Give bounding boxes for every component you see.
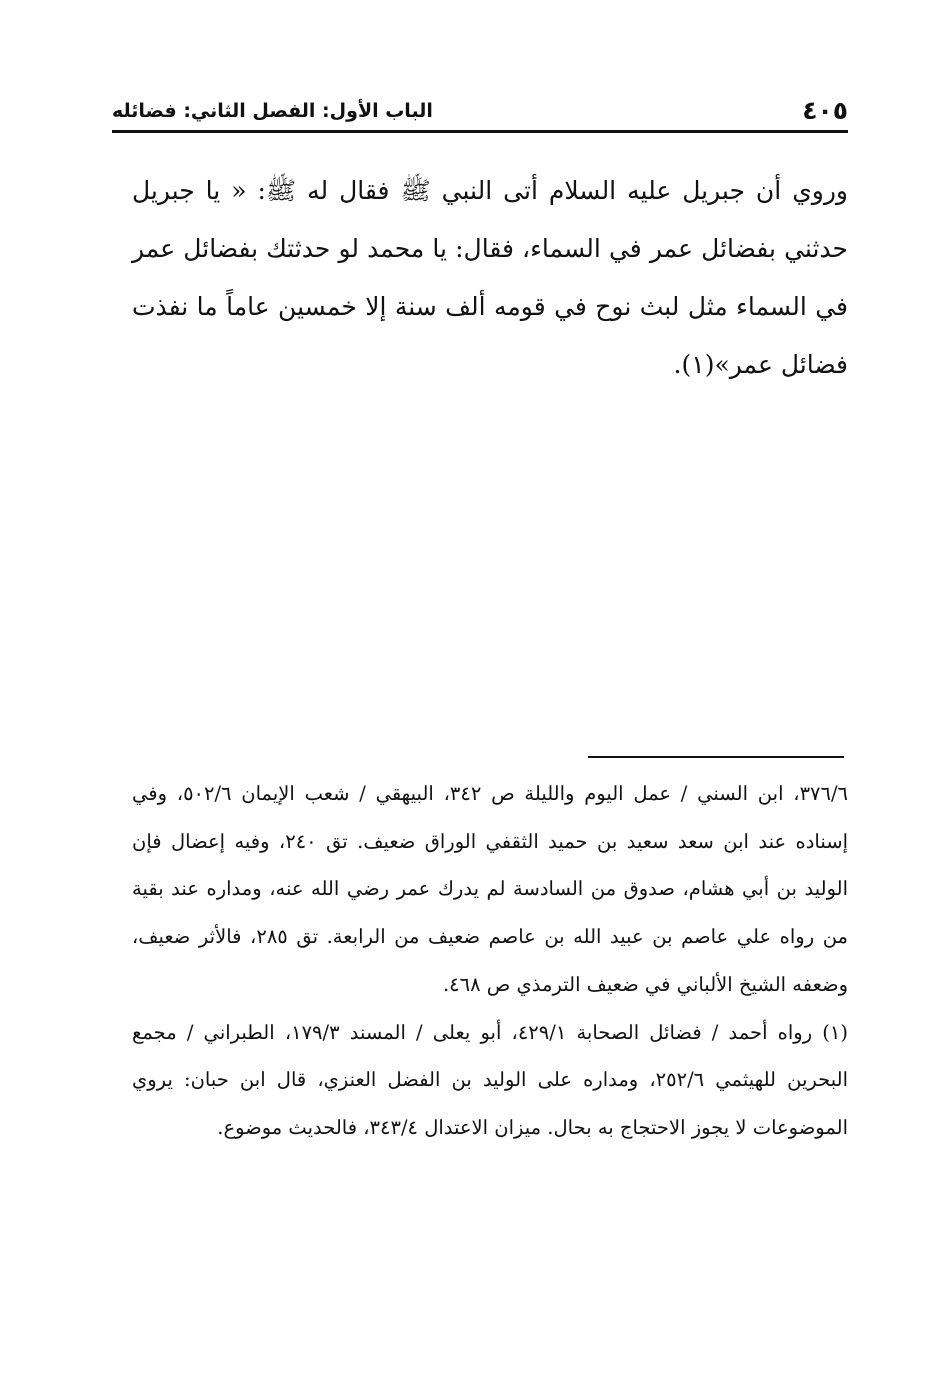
footnote-1 [132,1009,848,1152]
header-rule [112,130,848,133]
footnote-1-text: رواه أحمد / فضائل الصحابة ٤٢٩/١، أبو يعلى / المسند ١٧٩/٣، الطبراني / مجمع البحرين للهيثمي ٢٥٢/٦، ومداره على الوليد بن الفضل العنزي، قال ابن حبان: يروي الموضوعات لا يجوز الاحتجاج به بحال. ميزان الاعتدال ٣٤٣/٤، فالحديث موضوع. [132,1020,848,1139]
running-head: الباب الأول: الفصل الثاني: فضائله [112,100,433,122]
page-number: ٤٠٥ [802,96,848,125]
footnote-continuation: ٣٧٦/٦، ابن السني / عمل اليوم والليلة ص ٣٤٢، البيهقي / شعب الإيمان ٥٠٢/٦، وفي إسناده عند ابن سعد سعيد بن حميد الثقفي الوراق ضعيف. تق ٢٤٠، وفيه إعضال فإن الوليد بن أبي هشام، صدوق من السادسة لم يدرك عمر رضي الله عنه، ومداره عند بقية من رواه علي عاصم بن عبيد الله بن عاصم ضعيف من الرابعة. تق ٢٨٥، فالأثر ضعيف، وضعفه الشيخ الألباني في ضعيف الترمذي ص ٤٦٨. [132,782,849,996]
body-paragraph: وروي أن جبريل عليه السلام أتى النبي ﷺ فقال له ﷺ: « يا جبريل حدثني بفضائل عمر في السماء، فقال: يا محمد لو حدثتك بفضائل عمر في السماء مثل لبث نوح في قومه ألف سنة إلا خمسين عاماً ما نفذت فضائل عمر»(١). [132,176,848,379]
footnotes-section [132,770,848,1152]
page-header [112,88,848,128]
footnote-1-marker: (١) [822,1020,848,1044]
footnote-separator [588,756,844,758]
